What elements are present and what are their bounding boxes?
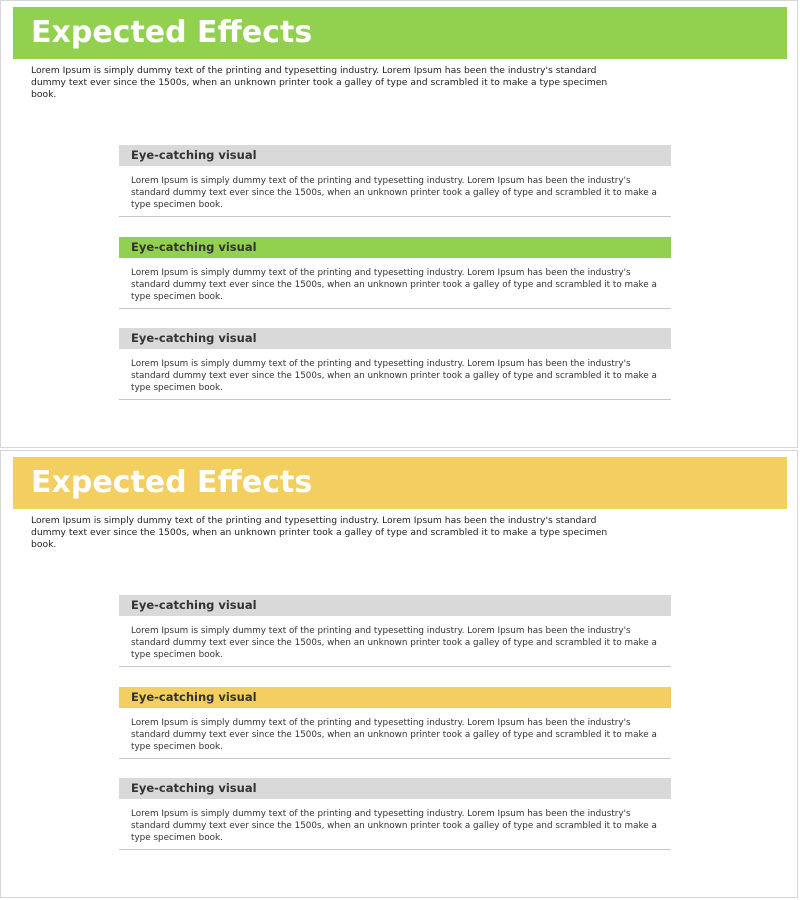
panel-body-text: Lorem Ipsum is simply dummy text of the printing and typesetting industry. Lorem Ipsum has been the industry's standard dummy text ever since the 1500s, when an unknown printer took a galley of type and scrambled it to make a type specimen book. <box>131 176 657 210</box>
panel-body-text: Lorem Ipsum is simply dummy text of the printing and typesetting industry. Lorem Ipsum has been the industry's standard dummy text ever since the 1500s, when an unknown printer took a galley of type and scrambled it to make a type specimen book. <box>131 626 657 660</box>
panel-body-text: Lorem Ipsum is simply dummy text of the printing and typesetting industry. Lorem Ipsum has been the industry's standard dummy text ever since the 1500s, when an unknown printer took a galley of type and scrambled it to make a type specimen book. <box>131 718 657 752</box>
title-banner <box>13 457 787 509</box>
panel-body-text: Lorem Ipsum is simply dummy text of the printing and typesetting industry. Lorem Ipsum has been the industry's standard dummy text ever since the 1500s, when an unknown printer took a galley of type and scrambled it to make a type specimen book. <box>131 268 657 302</box>
slide-green <box>0 0 798 448</box>
panel-heading: Eye-catching visual <box>119 328 671 349</box>
title-banner <box>13 7 787 59</box>
intro-paragraph: Lorem Ipsum is simply dummy text of the printing and typesetting industry. Lorem Ipsum has been the industry's standard dummy text ever since the 1500s, when an unknown printer took a galley of type and scrambled it to make a type specimen book. <box>31 515 608 550</box>
panel-2-highlighted <box>119 237 671 309</box>
panel-heading: Eye-catching visual <box>119 687 671 708</box>
panel-heading: Eye-catching visual <box>119 778 671 799</box>
slide-title: Expected Effects <box>31 15 313 50</box>
slide-yellow <box>0 450 798 898</box>
panel-2-highlighted <box>119 687 671 759</box>
panel-heading: Eye-catching visual <box>119 237 671 258</box>
panel-body-text: Lorem Ipsum is simply dummy text of the printing and typesetting industry. Lorem Ipsum has been the industry's standard dummy text ever since the 1500s, when an unknown printer took a galley of type and scrambled it to make a type specimen book. <box>131 809 657 843</box>
panel-heading: Eye-catching visual <box>119 145 671 166</box>
panel-3 <box>119 778 671 850</box>
panel-body-text: Lorem Ipsum is simply dummy text of the printing and typesetting industry. Lorem Ipsum has been the industry's standard dummy text ever since the 1500s, when an unknown printer took a galley of type and scrambled it to make a type specimen book. <box>131 359 657 393</box>
intro-paragraph: Lorem Ipsum is simply dummy text of the printing and typesetting industry. Lorem Ipsum has been the industry's standard dummy text ever since the 1500s, when an unknown printer took a galley of type and scrambled it to make a type specimen book. <box>31 65 608 100</box>
panel-3 <box>119 328 671 400</box>
panel-heading: Eye-catching visual <box>119 595 671 616</box>
panel-1 <box>119 595 671 667</box>
panel-1 <box>119 145 671 217</box>
slide-title: Expected Effects <box>31 465 313 500</box>
